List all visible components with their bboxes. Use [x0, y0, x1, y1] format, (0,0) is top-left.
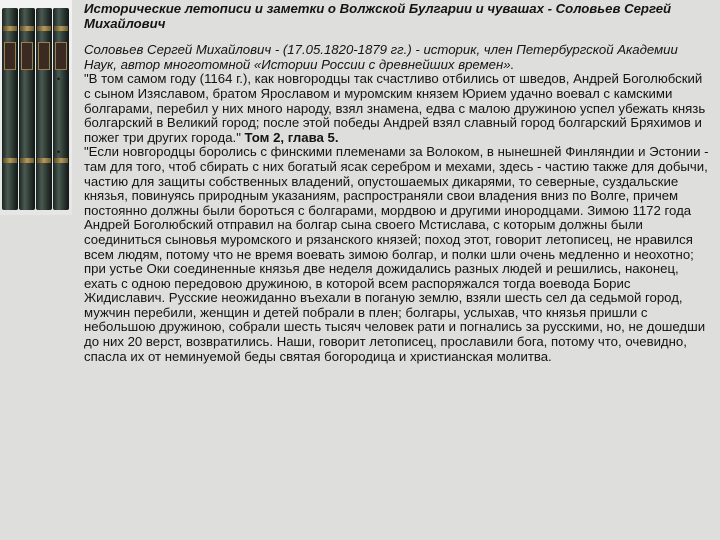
document-body: [57, 1, 712, 364]
book-spine: [19, 8, 35, 210]
book-spines-image: [0, 0, 72, 215]
list-item: [57, 71, 712, 145]
book-spine: [53, 8, 69, 210]
quote-text: "Если новгородцы боролись с финскими племенами за Волоком, в нынешней Финляндии и Эстонии - там для того, чтоб сбирать с них богатый ясак серебром и мехами, здесь - частию также для добычи, частию для защиты собственных владений, опустошаемых дикарями, то северные, суздальские князья, повинуясь природным указаниям, распространяли свои владения вниз по Волге, причем постоянно должны были бороться с болгарами, мордвою и другими инородцами. Зимою 1172 года Андрей Боголюбский отправил на болгар сына своего Мстислава, с которым должны были соединиться сыновья муромского и рязанского князей; поход этот, говорит летописец, не нравился всем людям, потому что не время воевать зимою болгар, и полки шли очень медленно и неохотно; при устье Оки соединенные князья две неделя дожидались разных людей и решились, наконец, ехать с одною передовою дружиною, в которой всем распоряжался тогда воевода Борис Жидиславич. Русские неожиданно въехали в поганую землю, взяли шесть сел да седьмой город, мужчин перебили, женщин и детей побрали в плен; болгары, услыхав, что князья пришли с небольшою дружиною, собрали шесть тысяч человек рати и погнались за русскими, но, не дошедши до них 20 верст, возвратились. Наши, говорит летописец, прославили бога, потому что, очевидно, спасла их от неминуемой беды святая богородица и христианская молитва.: [84, 144, 709, 364]
quote-text: "В том самом году (1164 г.), как новгородцы так счастливо отбились от шведов, Андрей Боголюбский с сыном Изяславом, братом Ярославом и муромским князем Юрием удачно воевал с камскими болгарами, перебил у них много народу, взял знамена, едва с малою дружиною успел убежать князь болгарский в Великий город; после этой победы Андрей взял славный город болгарский Бряхимов и пожег три других города.": [84, 71, 706, 145]
quote-list: [57, 71, 712, 364]
author-intro: Соловьев Сергей Михайлович - (17.05.1820-1879 гг.) - историк, член Петербургской Академии Наук, автор многотомной «Истории России с древнейших времен».: [84, 42, 678, 72]
book-spine: [36, 8, 52, 210]
document-title: Исторические летописи и заметки о Волжской Булгарии и чувашах - Соловьев Сергей Михайлович: [84, 1, 672, 31]
bullet-icon: •: [57, 147, 61, 158]
book-spine: [2, 8, 18, 210]
quote-source: Том 2, глава 5.: [240, 129, 339, 145]
list-item: [57, 144, 712, 364]
bullet-icon: •: [57, 74, 61, 85]
